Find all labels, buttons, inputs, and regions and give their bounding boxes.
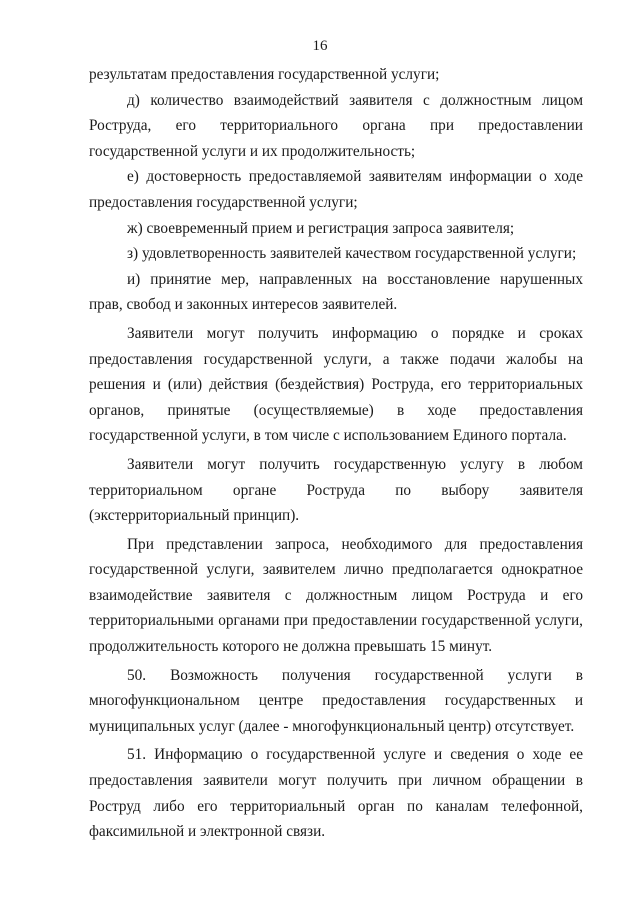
paragraph-results-continuation: результатам предоставления государственной услуги; [89,66,440,83]
list-item-i: и) принятие мер, направленных на восстановление нарушенных прав, свобод и законных интересов заявителей. [89,270,583,314]
page-number: 16 [312,38,328,54]
clause-50: 50. Возможность получения государственной услуги в многофункциональном центре предоставления государственных и муниципальных услуг (далее - многофункциональный центр) отсутствует. [89,666,583,735]
list-item-z: з) удовлетворенность заявителей качеством государственной услуги; [127,245,577,263]
paragraph-extraterritorial: Заявители могут получить государственную услугу в любом территориальном органе Роструда по выбору заявителя (экстерриториальный принцип). [89,455,583,525]
paragraph-interaction: При представлении запроса, необходимого для предоставления государственной услуги, заявителем лично предполагается однократное взаимодействие заявителя с должностным лицом Роструда и его территориальными органами при предоставлении государственной услуги, продолжительность которого не должна превышать 15 минут. [89,535,583,656]
list-item-d: д) количество взаимодействий заявителя с должностным лицом Роструда, его территориального органа при предоставлении государственной услуги и их продолжительность; [89,91,583,160]
list-item-e: е) достоверность предоставляемой заявителям информации о ходе предоставления государственной услуги; [89,168,583,211]
paragraph-information: Заявители могут получить информацию о порядке и сроках предоставления государственной услуги, а также подачи жалобы на решения и (или) действия (бездействия) Роструда, его территориальных органов, принятые (осуществляемые) в ходе предоставления государственной услуги, в том числе с использованием Единого портала. [89,324,583,445]
clause-51: 51. Информацию о государственной услуге и сведения о ходе ее предоставления заявители могут получить при личном обращении в Роструд либо его территориальный орган по каналам телефонной, факсимильной и электронной связи. [89,746,583,841]
document-body [89,62,583,845]
list-item-zh: ж) своевременный прием и регистрация запроса заявителя; [127,219,515,237]
